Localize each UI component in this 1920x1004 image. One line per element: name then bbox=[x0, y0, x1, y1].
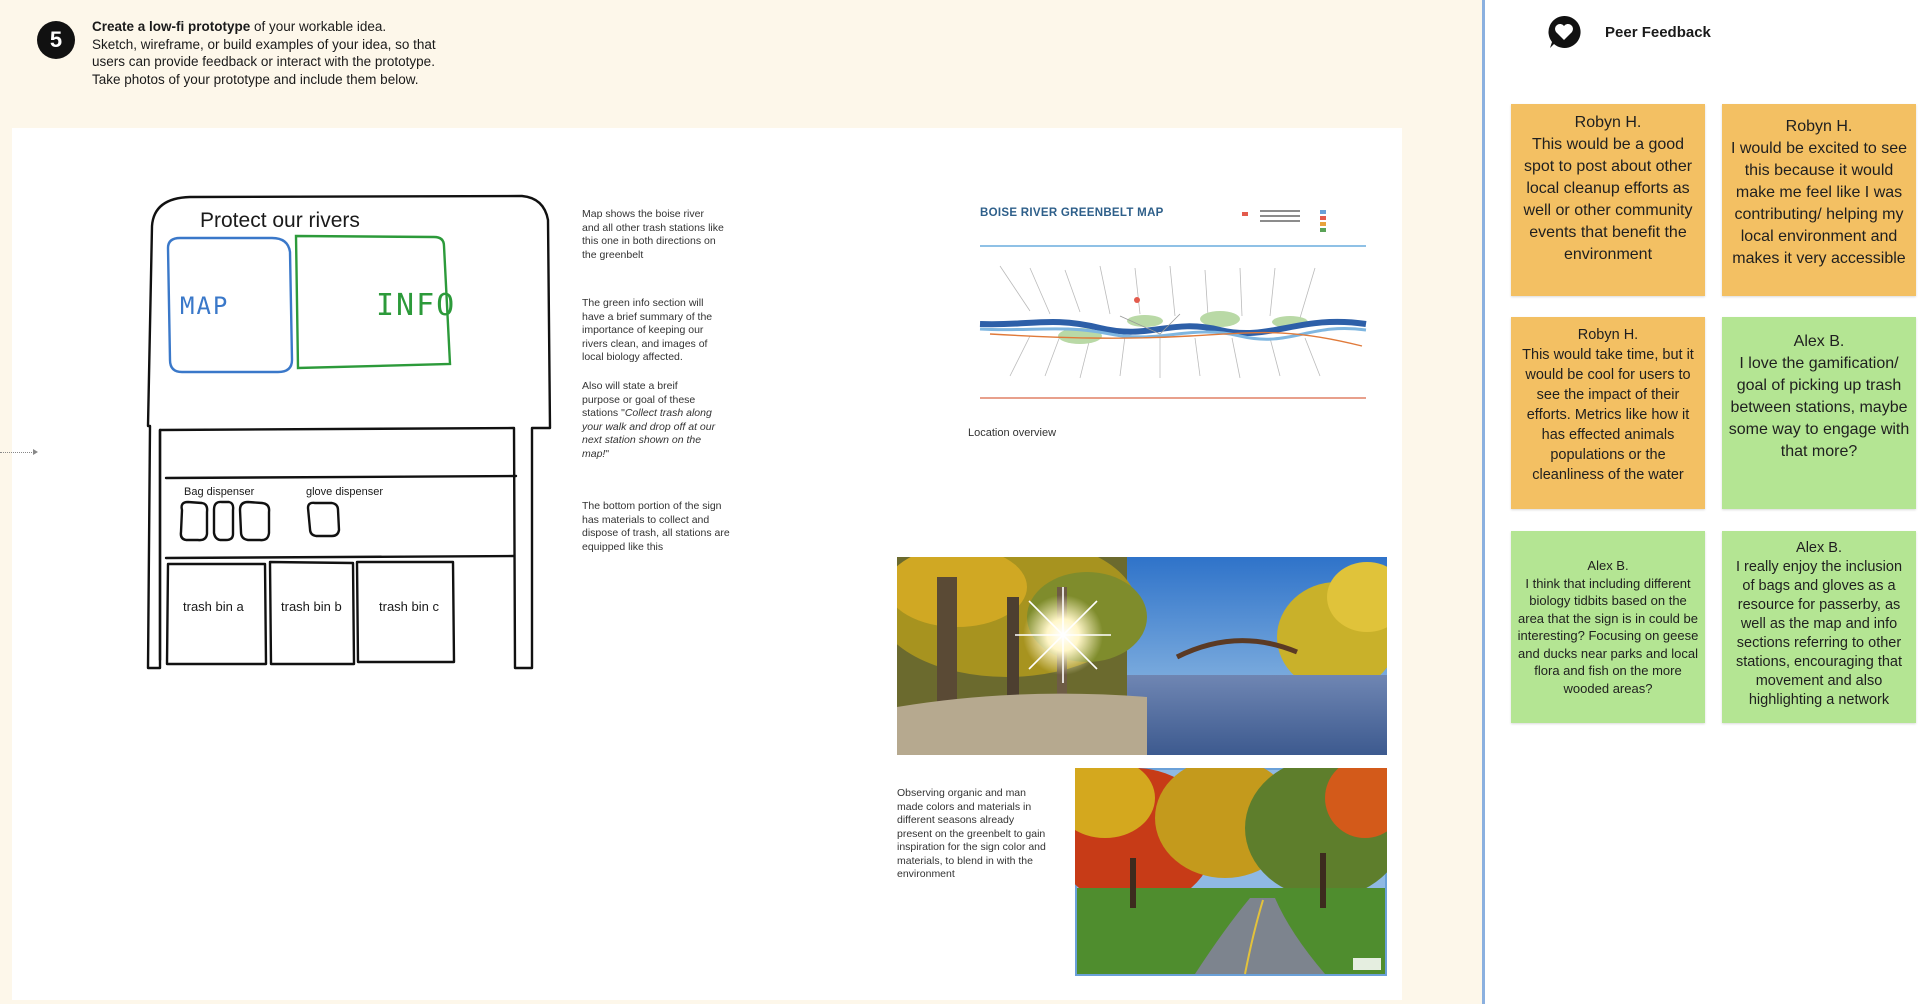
autumn-path-photo[interactable] bbox=[1075, 768, 1387, 976]
note-map[interactable]: Map shows the boise river and all other trash stations like this one in both directions on the greenbelt bbox=[582, 208, 724, 261]
heart-chat-icon bbox=[1546, 14, 1582, 50]
note-purpose-quote: Collect trash along your walk and drop off at our next station shown on the map! bbox=[582, 407, 716, 460]
feedback-sticky-6[interactable] bbox=[1722, 531, 1916, 723]
step-instructions-line2: Sketch, wireframe, or build examples of your idea, so that bbox=[92, 36, 436, 52]
river-sunburst-photo[interactable] bbox=[897, 557, 1387, 755]
step-instructions-line3: users can provide feedback or interact with the prototype. bbox=[92, 54, 435, 69]
sticky-author: Alex B. bbox=[1793, 333, 1845, 350]
note-purpose-pre: Also will state a breif purpose or goal of these stations " bbox=[582, 380, 696, 419]
step-instructions-bold: Create a low-fi prototype bbox=[92, 19, 251, 34]
sketch-glove-label: glove dispenser bbox=[306, 486, 384, 498]
feedback-sticky-1[interactable] bbox=[1511, 104, 1705, 296]
sticky-text: I really enjoy the inclusion of bags and gloves as a resource for passerby, as well as the map and info sections referring to other stations, encouraging that movement and also highlighting a network bbox=[1735, 559, 1903, 708]
sketch-info-label: INFO bbox=[376, 288, 457, 323]
greenbelt-map-image[interactable] bbox=[970, 196, 1372, 416]
sticky-author: Robyn H. bbox=[1574, 114, 1642, 131]
feedback-sticky-4[interactable] bbox=[1722, 317, 1916, 509]
sticky-author: Alex B. bbox=[1587, 558, 1629, 573]
note-colors[interactable]: Observing organic and man made colors and materials in different seasons already present on the greenbelt to gain inspiration for the sign color and materials, to blend in with the environment bbox=[897, 787, 1046, 880]
note-info[interactable]: The green info section will have a brief summary of the importance of keeping our rivers clean, and images of local biology affected. bbox=[582, 297, 713, 363]
sketch-map-label: MAP bbox=[180, 292, 230, 320]
sticky-text: This would be a good spot to post about other local cleanup efforts as well or other community events that benefit the environment bbox=[1523, 136, 1693, 263]
sticky-author: Alex B. bbox=[1796, 540, 1842, 556]
feedback-sticky-5[interactable] bbox=[1511, 531, 1705, 723]
step-instructions-line1: of your workable idea. bbox=[250, 19, 387, 34]
note-purpose-post: " bbox=[605, 447, 610, 460]
sketch-bag-label: Bag dispenser bbox=[184, 486, 255, 498]
step-instructions bbox=[92, 18, 512, 88]
sticky-text: I think that including different biology tidbits based on the area that the sign is in could be interesting? Focusing on geese and ducks near parks and local flora and fish on the more wooded areas? bbox=[1517, 575, 1699, 696]
greenbelt-map-title: BOISE RIVER GREENBELT MAP bbox=[980, 207, 1164, 219]
sketch-title: Protect our rivers bbox=[200, 209, 360, 232]
sketch-bin-c: trash bin c bbox=[379, 599, 439, 614]
step-number-badge: 5 bbox=[37, 21, 75, 59]
greenbelt-map-caption: Location overview bbox=[968, 427, 1057, 439]
feedback-sticky-2[interactable] bbox=[1722, 104, 1916, 296]
connector-arrow[interactable] bbox=[0, 452, 36, 453]
sticky-author: Robyn H. bbox=[1785, 118, 1853, 135]
sticky-author: Robyn H. bbox=[1577, 327, 1639, 343]
sticky-text: This would take time, but it would be cool for users to see the impact of their efforts. Metrics like how it has effected animals populations or the cleanliness of the water bbox=[1522, 347, 1694, 483]
sketch-bin-a: trash bin a bbox=[183, 599, 244, 614]
greenbelt-map-drawing bbox=[970, 196, 1372, 416]
sticky-text: I love the gamification/ goal of picking up trash between stations, maybe some way to engage with that more? bbox=[1728, 355, 1910, 460]
sticky-text: I would be excited to see this because it would make me feel like I was contributing/ helping my local environment and makes it very accessible bbox=[1730, 140, 1908, 267]
note-purpose[interactable] bbox=[582, 380, 716, 461]
feedback-sticky-3[interactable] bbox=[1511, 317, 1705, 509]
note-bottom[interactable]: The bottom portion of the sign has materials to collect and dispose of trash, all stations are equipped like this bbox=[582, 500, 730, 553]
step-instructions-line4: Take photos of your prototype and include them below. bbox=[92, 71, 419, 87]
peer-feedback-title: Peer Feedback bbox=[1605, 24, 1711, 41]
sketch-bin-b: trash bin b bbox=[281, 599, 342, 614]
